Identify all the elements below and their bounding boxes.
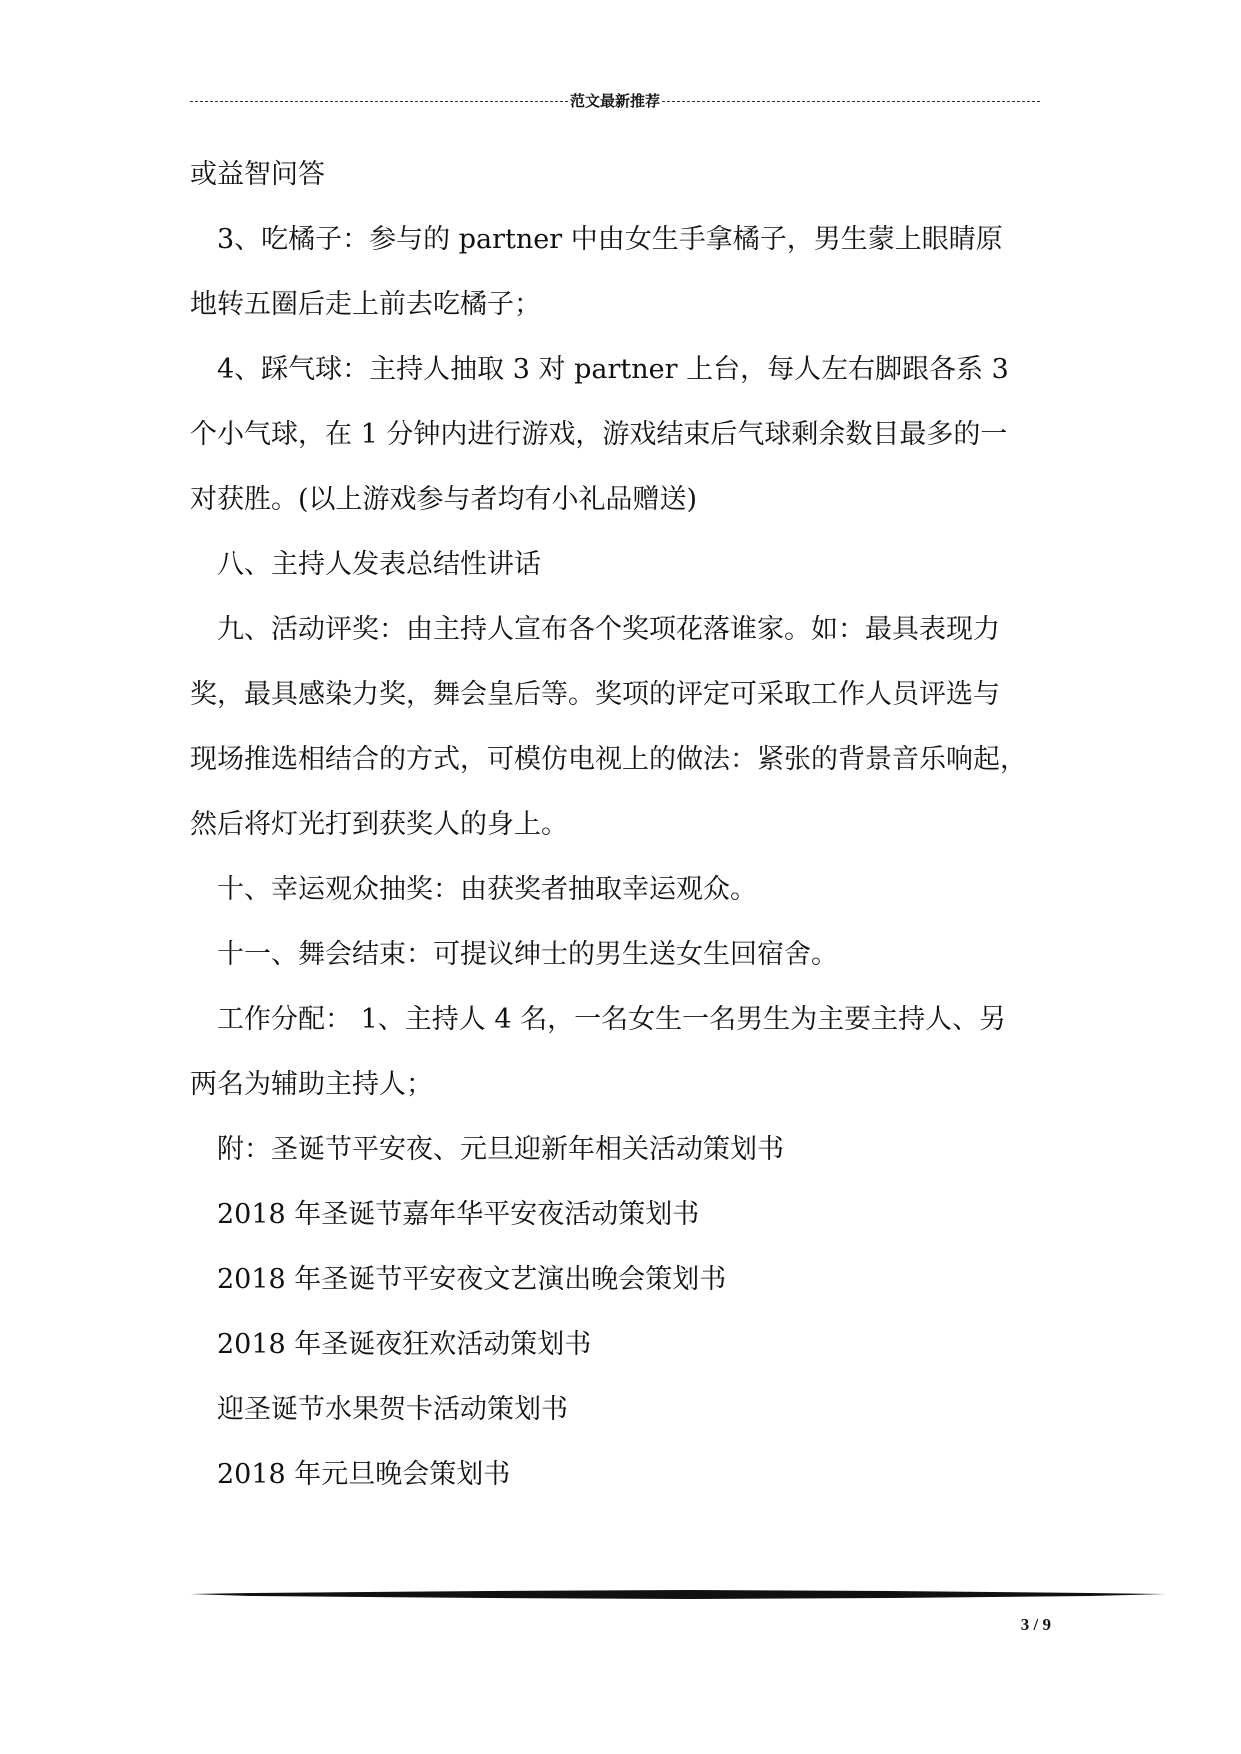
text-line: 2018 年圣诞夜狂欢活动策划书 <box>217 1329 592 1360</box>
header-title: 范文最新推荐 <box>570 91 661 110</box>
text-line: 然后将灯光打到获奖人的身上。 <box>190 809 568 840</box>
text-line: 现场推选相结合的方式，可模仿电视上的做法：紧张的背景音乐响起， <box>190 744 1027 775</box>
text-line: 4、踩气球：主持人抽取 3 对 partner 上台，每人左右脚跟各系 3 <box>217 354 1009 385</box>
text-line: 或益智问答 <box>190 159 325 190</box>
text-line: 地转五圈后走上前去吃橘子； <box>190 289 541 320</box>
text-line: 2018 年元旦晚会策划书 <box>217 1459 511 1490</box>
page-number: 3 / 9 <box>1020 1615 1051 1634</box>
header-dash-right <box>662 101 1040 102</box>
text-line: 两名为辅助主持人； <box>190 1069 433 1100</box>
text-line: 个小气球，在 1 分钟内进行游戏，游戏结束后气球剩余数目最多的一 <box>190 419 1008 450</box>
footer-rule <box>190 1590 1166 1600</box>
document-body <box>190 155 1065 1520</box>
text-line: 九、活动评奖：由主持人宣布各个奖项花落谁家。如：最具表现力 <box>217 614 1000 645</box>
text-line: 十、幸运观众抽奖：由获奖者抽取幸运观众。 <box>217 874 757 905</box>
header-dash-left <box>190 101 568 102</box>
text-line: 2018 年圣诞节平安夜文艺演出晚会策划书 <box>217 1264 727 1295</box>
text-line: 对获胜。(以上游戏参与者均有小礼品赠送) <box>190 484 698 515</box>
text-line: 迎圣诞节水果贺卡活动策划书 <box>217 1394 568 1425</box>
text-line: 十一、舞会结束：可提议绅士的男生送女生回宿舍。 <box>217 939 838 970</box>
text-line: 3、吃橘子：参与的 partner 中由女生手拿橘子，男生蒙上眼睛原 <box>217 224 1003 255</box>
text-line: 附：圣诞节平安夜、元旦迎新年相关活动策划书 <box>217 1134 784 1165</box>
text-line: 八、主持人发表总结性讲话 <box>217 549 541 580</box>
page-header <box>190 88 1040 112</box>
text-line: 奖，最具感染力奖，舞会皇后等。奖项的评定可采取工作人员评选与 <box>190 679 1000 710</box>
text-line: 2018 年圣诞节嘉年华平安夜活动策划书 <box>217 1199 700 1230</box>
text-line: 工作分配： 1、主持人 4 名，一名女生一名男生为主要主持人、另 <box>217 1004 1007 1035</box>
